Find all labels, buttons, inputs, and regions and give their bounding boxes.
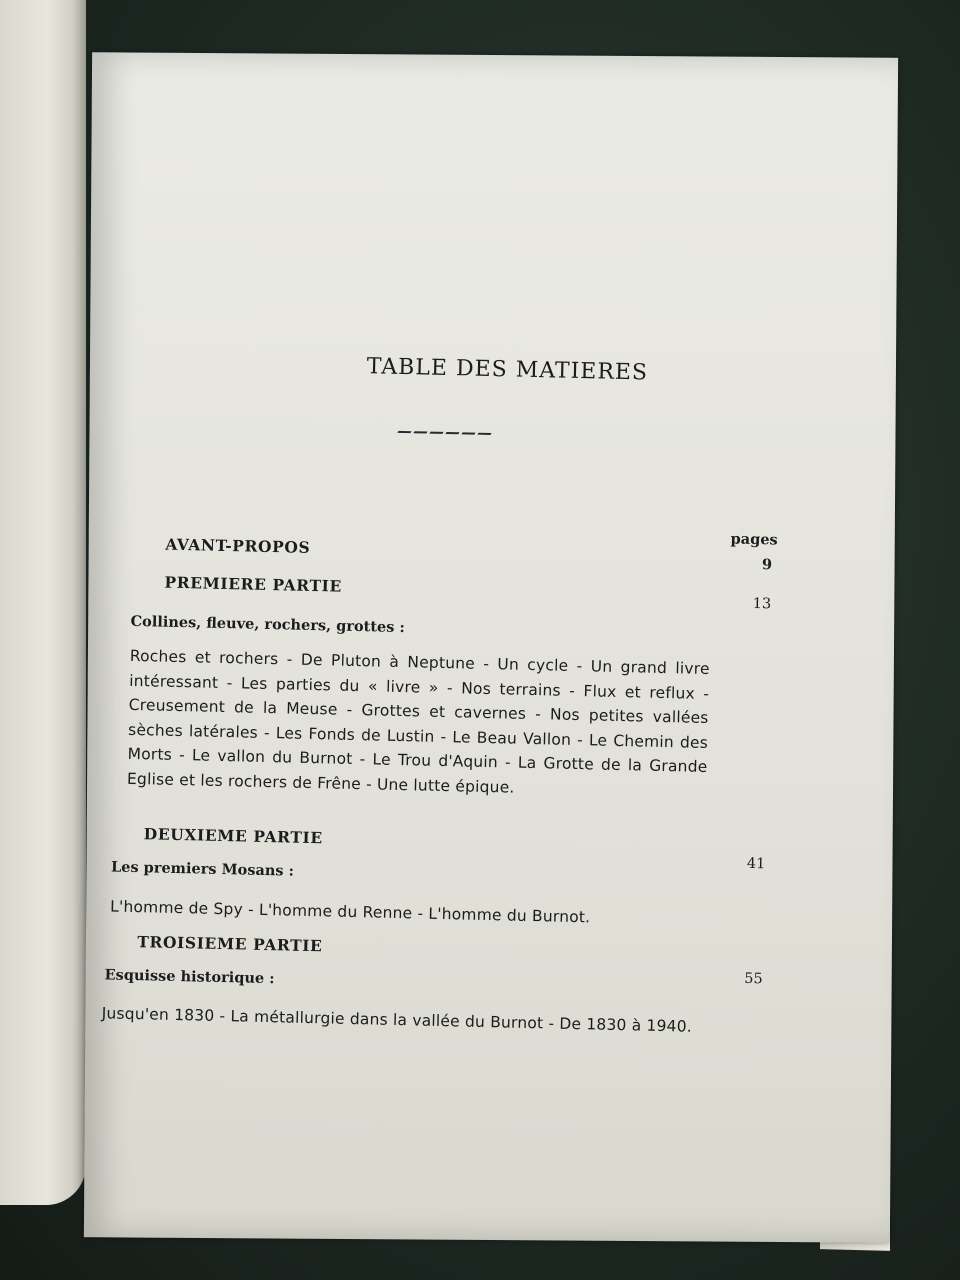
left-page-edge [0,0,86,1205]
toc-text-deuxieme-partie: L'homme de Spy - L'homme du Renne - L'homme du Burnot. [109,897,591,927]
book-page [84,52,898,1243]
toc-subheading-troisieme-partie: Esquisse historique : [104,966,275,988]
pages-column-label: pages [730,530,778,549]
toc-text-troisieme-partie: Jusqu'en 1830 - La métallurgie dans la vallée du Burnot - De 1830 à 1940. [101,1004,693,1036]
toc-page-premiere-partie: 13 [752,595,772,613]
toc-heading-deuxieme-partie: DEUXIEME PARTIE [143,824,323,848]
toc-page-deuxieme-partie: 41 [746,855,766,873]
toc-heading-troisieme-partie: TROISIEME PARTIE [137,932,323,956]
toc-subheading-deuxieme-partie: Les premiers Mosans : [110,858,295,880]
page-content [75,46,908,1249]
toc-subheading-premiere-partie: Collines, fleuve, rochers, grottes : [130,612,406,637]
toc-page-avant-propos: 9 [761,556,773,574]
page-title: TABLE DES MATIERES [366,354,649,386]
toc-page-troisieme-partie: 55 [744,970,763,988]
toc-text-premiere-partie: Roches et rochers - De Pluton à Neptune - Un cycle - Un grand livre intéressant - Les parties du « livre » - Nos terrains - Flux et reflux - Creusement de la Meuse - Grottes et cavernes - Nos petites vallées sèches latérales - Les Fonds de Lustin - Le Beau Vallon - Le Chemin des Morts - Le vallon du Burnot - Le Trou d'Aquin - La Grotte de la Grande Eglise et les rochers de Frêne - Une lutte épique. [126,646,710,797]
title-ornament [398,418,498,426]
toc-heading-premiere-partie: PREMIERE PARTIE [164,572,343,596]
toc-heading-avant-propos: AVANT-PROPOS [165,534,311,557]
